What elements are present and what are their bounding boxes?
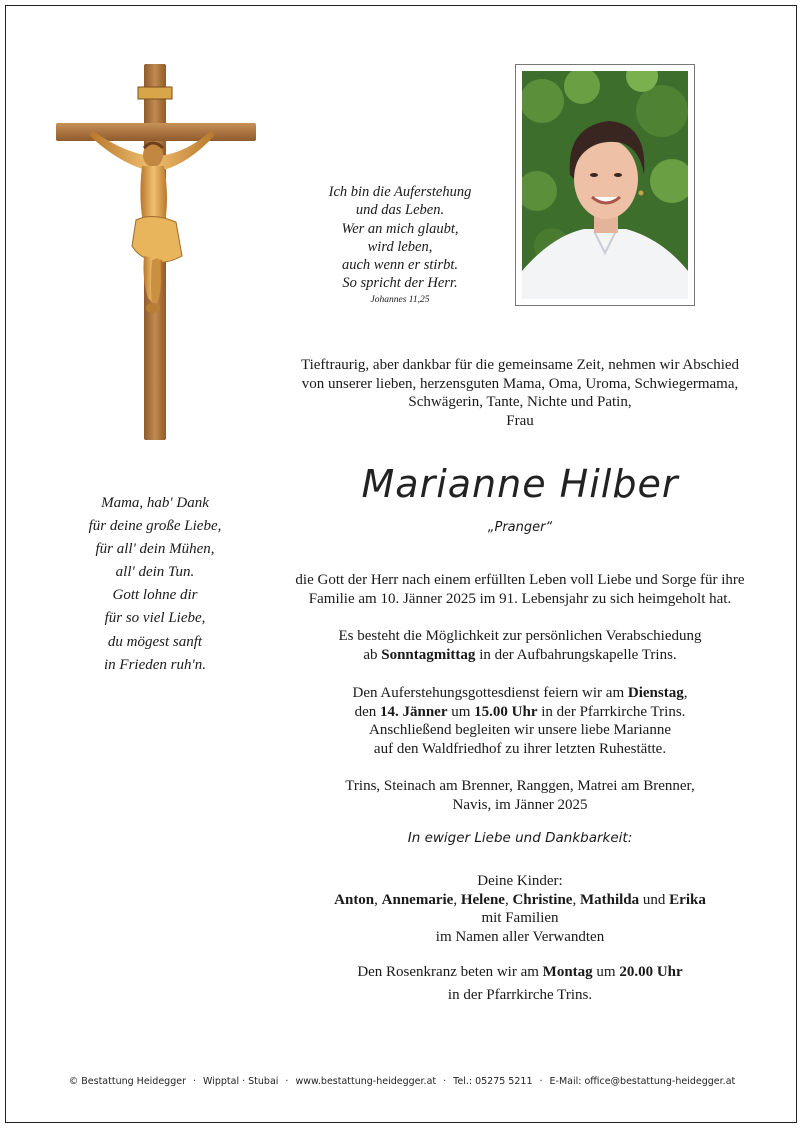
service-line: auf den Waldfriedhof zu ihrer letzten Ruhestätte. [373,740,667,757]
verse-line: wird leben, [367,238,433,255]
verse-line: Ich bin die Auferstehung [328,184,472,200]
footer-copyright: © Bestattung Heidegger [68,1076,186,1087]
dankbarkeit-line: In ewiger Liebe und Dankbarkeit: [407,830,633,846]
rosary-text [270,963,770,1004]
intro-line: Schwägerin, Tante, Nichte und Patin, [408,394,632,410]
footer-website-link[interactable]: www.bestattung-heidegger.at [295,1076,437,1087]
intro-line: von unserer lieben, herzensguten Mama, Oma, Uroma, Schwiegermama, [301,375,739,392]
deceased-name: Marianne Hilber [361,462,679,506]
poem-line: für deine große Liebe, [88,518,222,535]
farewell-line: ab Sonntagmittag in der Aufbahrungskapelle Trins. [363,646,677,663]
rosary-line: Den Rosenkranz beten wir am Montag um 20.00 Uhr [357,964,683,980]
intro-line: Tieftraurig, aber dankbar für die gemeinsame Zeit, nehmen wir Abschied [300,357,740,373]
verse-line: Wer an mich glaubt, [341,220,459,237]
verse-line: auch wenn er stirbt. [342,257,458,274]
footer-email-link[interactable]: E-Mail: office@bestattung-heidegger.at [549,1076,736,1087]
poem-line: Gott lohne dir [112,587,198,604]
poem-line: Mama, hab' Dank [101,495,209,511]
places-line: Navis, im Jänner 2025 [452,796,588,813]
passing-line: die Gott der Herr nach einem erfüllten Leben voll Liebe und Sorge für ihre [295,572,745,588]
service-text [270,684,770,758]
verse-reference: Johannes 11,25 [370,294,430,305]
poem-line: für all' dein Mühen, [95,541,215,558]
poem-line: für so viel Liebe, [104,610,206,627]
family-line: im Namen aller Verwandten [435,928,605,945]
farewell-text [270,627,770,664]
family-line: mit Familien [481,910,559,926]
passing-line: Familie am 10. Jänner 2025 im 91. Lebensjahr zu sich heimgeholt hat. [308,590,732,607]
portrait-photo [515,64,695,306]
family-text [270,872,770,946]
verse-line: und das Leben. [355,202,445,219]
footer-phone: Tel.: 05275 5211 [453,1076,533,1087]
places-text [270,777,770,814]
rosary-line: in der Pfarrkirche Trins. [447,986,593,1003]
crucifix-icon [52,60,260,445]
family-heading: Deine Kinder: [477,873,563,889]
passing-text [270,571,770,608]
places-line: Trins, Steinach am Brenner, Ranggen, Matrei am Brenner, [345,778,695,794]
service-line: Anschließend begleiten wir unsere liebe Marianne [369,722,671,738]
footer: © Bestattung Heidegger · Wipptal · Stubai · www.bestattung-heidegger.at · Tel.: 05275 5211 · E-Mail: office@bestattung-heidegger.at [68,1076,736,1087]
poem-line: all' dein Tun. [115,564,195,581]
bible-verse [290,183,510,307]
poem-line: in Frieden ruh'n. [104,656,206,673]
service-line: Den Auferstehungsgottesdienst feiern wir am Dienstag, [352,685,688,701]
farewell-line: Es besteht die Möglichkeit zur persönlichen Verabschiedung [338,628,702,644]
poem [60,492,250,677]
footer-region: Wipptal · Stubai [203,1076,279,1087]
verse-line: So spricht der Herr. [342,275,458,292]
children-names: Anton, Annemarie, Helene, Christine, Mathilda und Erika [334,891,706,908]
intro-line: Frau [506,412,534,429]
poem-line: du mögest sanft [107,633,203,650]
intro-text [270,356,770,430]
service-line: den 14. Jänner um 15.00 Uhr in der Pfarrkirche Trins. [354,703,686,720]
deceased-nickname: „Pranger“ [487,520,553,535]
